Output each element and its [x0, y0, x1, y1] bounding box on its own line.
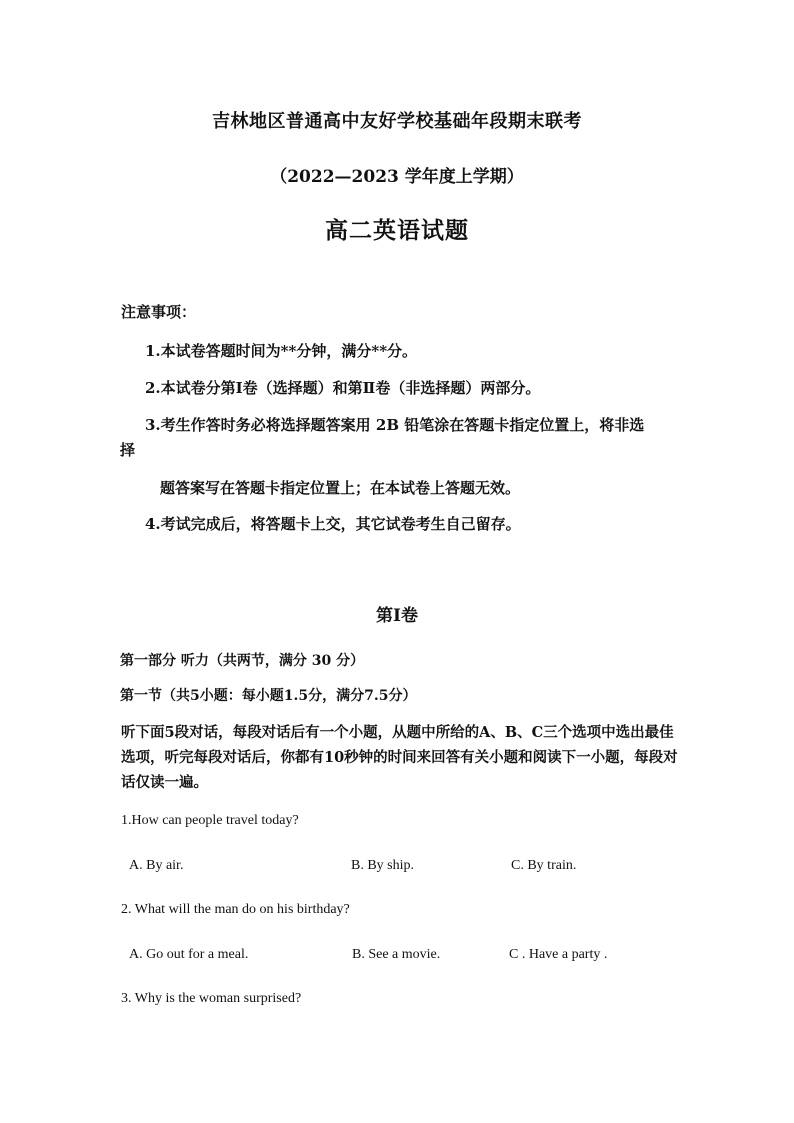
- listening-instructions: 听下面5段对话，每段对话后有一个小题，从题中所给的A、B、C三个选项中选出最佳选项，听完每段对话后，你都有10秒钟的时间来回答有关小题和阅读下一小题，每段对话仅读一遍。: [121, 724, 678, 791]
- question-1-option-a: A. By air.: [129, 858, 184, 873]
- note-item-2: 2.本试卷分第Ⅰ卷（选择题）和第Ⅱ卷（非选择题）两部分。: [145, 379, 541, 397]
- question-2-option-b: B. See a movie.: [352, 947, 441, 962]
- question-1-option-c: C. By train.: [511, 858, 577, 873]
- notes-heading: 注意事项：: [121, 303, 197, 321]
- note-item-4: 4.考试完成后，将答题卡上交，其它试卷考生自己留存。: [145, 515, 521, 533]
- question-2-option-a: A. Go out for a meal.: [129, 947, 249, 962]
- note-item-1: 1.本试卷答题时间为**分钟，满分**分。: [145, 342, 418, 360]
- academic-year: （2022—2023 学年度上学期）: [270, 167, 524, 187]
- note-item-3: 3.考生作答时务必将选择题答案用 2B 铅笔涂在答题卡指定位置上，将非选: [145, 416, 645, 434]
- section-1-title: 第一节（共5小题：每小题1.5分，满分7.5分）: [120, 688, 417, 704]
- note-item-3-cont: 题答案写在答题卡指定位置上；在本试卷上答题无效。: [160, 479, 521, 497]
- volume-heading: 第Ⅰ卷: [376, 606, 418, 626]
- question-1-option-b: B. By ship.: [351, 858, 415, 873]
- note-item-3-wrap: 择: [120, 441, 136, 459]
- subject-title: 高二英语试题: [325, 217, 469, 244]
- question-2-option-c: C . Have a party .: [509, 947, 608, 962]
- question-3-stem: 3. Why is the woman surprised?: [121, 991, 302, 1006]
- part-1-title: 第一部分 听力（共两节，满分 30 分）: [120, 653, 365, 669]
- exam-title: 吉林地区普通高中友好学校基础年段期末联考: [212, 111, 582, 132]
- question-1-stem: 1.How can people travel today?: [121, 813, 299, 828]
- question-2-stem: 2. What will the man do on his birthday?: [121, 902, 350, 917]
